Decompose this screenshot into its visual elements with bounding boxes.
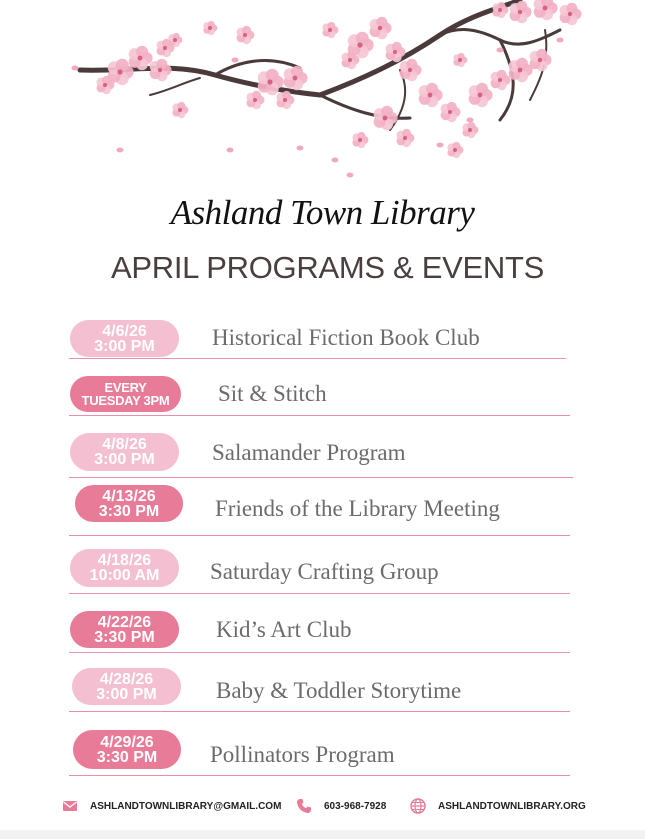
falling-petal <box>332 158 339 163</box>
email-text: ASHLANDTOWNLIBRARY@GMAIL.COM <box>90 800 282 812</box>
event-time: 3:00 PM <box>94 337 155 355</box>
blossom-flower <box>400 59 422 82</box>
blossom-flower <box>374 106 398 131</box>
event-date: EVERY <box>104 380 147 395</box>
event-title: Pollinators Program <box>210 742 395 767</box>
blossom-flower <box>530 49 552 72</box>
falling-petal <box>557 38 564 43</box>
blossom-flower <box>447 142 463 158</box>
falling-petal <box>437 143 444 148</box>
divider <box>69 775 570 776</box>
event-date-badge <box>75 485 183 522</box>
event-date: 4/29/26 <box>100 733 154 751</box>
event-time: 10:00 AM <box>89 567 160 584</box>
blossom-flower <box>284 66 308 91</box>
blossom-flower <box>419 83 443 108</box>
event-title: Saturday Crafting Group <box>210 559 439 584</box>
event-time: 3:30 PM <box>96 748 158 766</box>
event-date-badge <box>70 611 179 648</box>
contact-footer <box>0 795 645 817</box>
event-row <box>0 373 645 431</box>
phone-text: 603-968-7928 <box>324 800 387 812</box>
divider <box>69 652 570 653</box>
event-row <box>0 608 645 666</box>
blossom-cluster <box>72 0 582 178</box>
event-row <box>0 727 645 785</box>
event-time: 3:00 PM <box>96 685 157 703</box>
event-date: 4/8/26 <box>102 436 147 453</box>
blossom-flower <box>560 3 582 26</box>
falling-petal <box>72 66 79 71</box>
event-date: 4/18/26 <box>97 552 152 569</box>
falling-petal <box>297 146 304 151</box>
blossom-flower <box>453 53 467 67</box>
blossom-flower <box>352 132 368 148</box>
event-title: Baby & Toddler Storytime <box>216 678 462 703</box>
event-row <box>0 317 645 375</box>
blossom-flower <box>370 17 392 40</box>
blossom-flower <box>172 102 188 118</box>
blossom-flower <box>203 21 217 35</box>
event-time: 3:30 PM <box>98 502 160 520</box>
blossom-flower <box>150 59 172 82</box>
blossom-flower <box>462 122 478 138</box>
event-date-badge <box>72 668 181 705</box>
event-title: Sit & Stitch <box>218 381 327 406</box>
falling-petal <box>227 148 234 153</box>
divider <box>69 593 570 594</box>
cherry-blossom-branch-illustration <box>0 0 645 190</box>
blossom-flower <box>510 1 532 24</box>
event-time: 3:30 PM <box>94 628 155 646</box>
globe-icon <box>410 798 426 814</box>
event-date: 4/22/26 <box>97 613 152 631</box>
phone-icon <box>296 798 312 814</box>
footer-website[interactable] <box>410 798 586 814</box>
falling-petal <box>497 48 504 53</box>
blossom-flower <box>469 83 493 108</box>
blossom-flower <box>322 22 338 38</box>
blossom-flower <box>441 102 461 122</box>
falling-petal <box>347 173 354 178</box>
blossom-flower <box>168 33 182 47</box>
event-row <box>0 548 645 606</box>
falling-petal <box>117 148 124 153</box>
falling-petal <box>467 118 474 123</box>
website-text: ASHLANDTOWNLIBRARY.ORG <box>438 800 586 812</box>
blossom-flower <box>534 0 558 20</box>
event-date: 4/6/26 <box>102 322 147 340</box>
envelope-icon <box>62 798 78 814</box>
event-row <box>0 430 645 488</box>
divider <box>69 535 570 536</box>
event-row <box>0 484 645 542</box>
event-time: TUESDAY 3PM <box>81 393 170 408</box>
event-title: Kid’s Art Club <box>216 617 352 642</box>
event-title: Friends of the Library Meeting <box>215 496 500 521</box>
footer-phone[interactable] <box>296 798 386 814</box>
event-date-badge <box>73 730 181 769</box>
event-date-badge <box>70 549 179 587</box>
blossom-flower <box>491 70 511 90</box>
event-row <box>0 665 645 723</box>
event-time: 3:00 PM <box>94 451 155 468</box>
event-title: Salamander Program <box>212 440 406 465</box>
footer-email[interactable] <box>62 798 281 814</box>
blossom-flower <box>509 58 533 83</box>
event-date-badge <box>70 433 179 471</box>
divider <box>69 711 570 712</box>
event-date: 4/13/26 <box>102 487 156 505</box>
event-date: 4/28/26 <box>99 670 154 688</box>
event-date-badge <box>70 376 181 412</box>
blossom-flower <box>246 91 264 109</box>
divider <box>69 415 570 416</box>
falling-petal <box>232 58 239 63</box>
divider <box>69 358 566 359</box>
event-date-badge <box>70 320 179 357</box>
blossom-flower <box>396 129 414 147</box>
library-name: Ashland Town Library <box>170 193 475 232</box>
event-title: Historical Fiction Book Club <box>212 325 480 350</box>
page-bottom-band <box>0 830 645 839</box>
divider <box>69 477 573 478</box>
blossom-flower <box>236 26 254 44</box>
page-title: APRIL PROGRAMS & EVENTS <box>111 250 544 285</box>
